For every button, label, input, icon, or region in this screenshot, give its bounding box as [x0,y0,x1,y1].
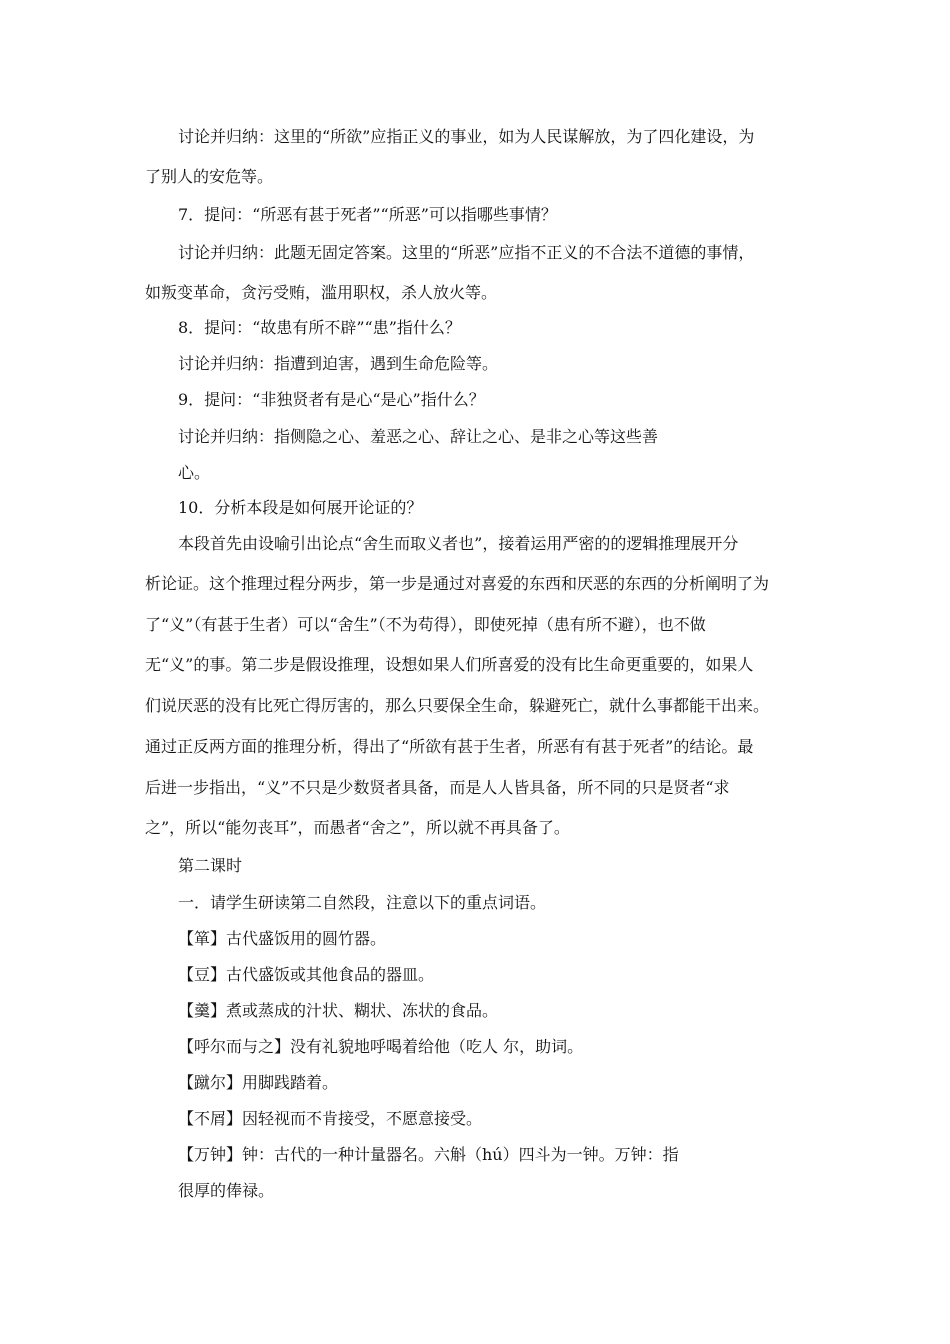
text-line: 8．提问：“故患有所不辟”“患”指什么？ [178,318,461,337]
text-line: 析论证。这个推理过程分两步，第一步是通过对喜爱的东西和厌恶的东西的分析阐明了为 [145,574,770,593]
glossary-item: 【箪】古代盛饭用的圆竹器。 [178,929,387,948]
text-line: 本段首先由设喻引出论点“舍生而取义者也”，接着运用严密的的逻辑推理展开分 [178,534,739,553]
glossary-item: 很厚的俸禄。 [178,1181,275,1200]
text-line: 讨论并归纳：指遭到迫害，遇到生命危险等。 [178,354,499,373]
text-line: 一．请学生研读第二自然段，注意以下的重点词语。 [178,893,547,912]
section-heading: 第二课时 [178,856,243,875]
text-line: 10．分析本段是如何展开论证的？ [178,498,423,517]
glossary-item: 【豆】古代盛饭或其他食品的器皿。 [178,965,435,984]
glossary-item: 【万钟】钟：古代的一种计量器名。六斛（hú）四斗为一钟。万钟：指 [178,1145,679,1164]
text-line: 之”，所以“能勿丧耳”，而愚者“舍之”，所以就不再具备了。 [145,818,570,837]
text-line: 了别人的安危等。 [145,167,274,186]
text-line: 9．提问：“非独贤者有是心“是心”指什么？ [178,390,485,409]
text-line: 讨论并归纳：此题无固定答案。这里的“所恶”应指不正义的不合法不道德的事情， [178,243,755,262]
text-line: 讨论并归纳：这里的“所欲”应指正义的事业，如为人民谋解放，为了四化建设，为 [178,127,755,146]
glossary-item: 【呼尔而与之】没有礼貌地呼喝着给他（吃人 尔，助词。 [178,1037,584,1056]
text-line: 后进一步指出，“义”不只是少数贤者具备，而是人人皆具备，所不同的只是贤者“求 [145,778,730,797]
glossary-item: 【羹】煮或蒸成的汁状、糊状、冻状的食品。 [178,1001,499,1020]
text-line: 通过正反两方面的推理分析，得出了“所欲有甚于生者，所恶有有甚于死者”的结论。最 [145,737,754,756]
text-line: 无“义”的事。第二步是假设推理，设想如果人们所喜爱的没有比生命更重要的，如果人 [145,655,754,674]
text-line: 了“义”（有甚于生者）可以“舍生”（不为苟得），即使死掉（患有所不避），也不做 [145,615,706,634]
text-line: 如叛变革命，贪污受贿，滥用职权，杀人放火等。 [145,283,498,302]
text-line: 7．提问：“所恶有甚于死者”“所恶”可以指哪些事情？ [178,205,557,224]
glossary-item: 【蹴尔】用脚践踏着。 [178,1073,339,1092]
text-line: 讨论并归纳：指侧隐之心、羞恶之心、辞让之心、是非之心等这些善 [178,427,659,446]
text-line: 心。 [178,463,211,482]
text-line: 们说厌恶的没有比死亡得厉害的，那么只要保全生命，躲避死亡，就什么事都能干出来。 [145,696,770,715]
glossary-item: 【不屑】因轻视而不肯接受，不愿意接受。 [178,1109,483,1128]
